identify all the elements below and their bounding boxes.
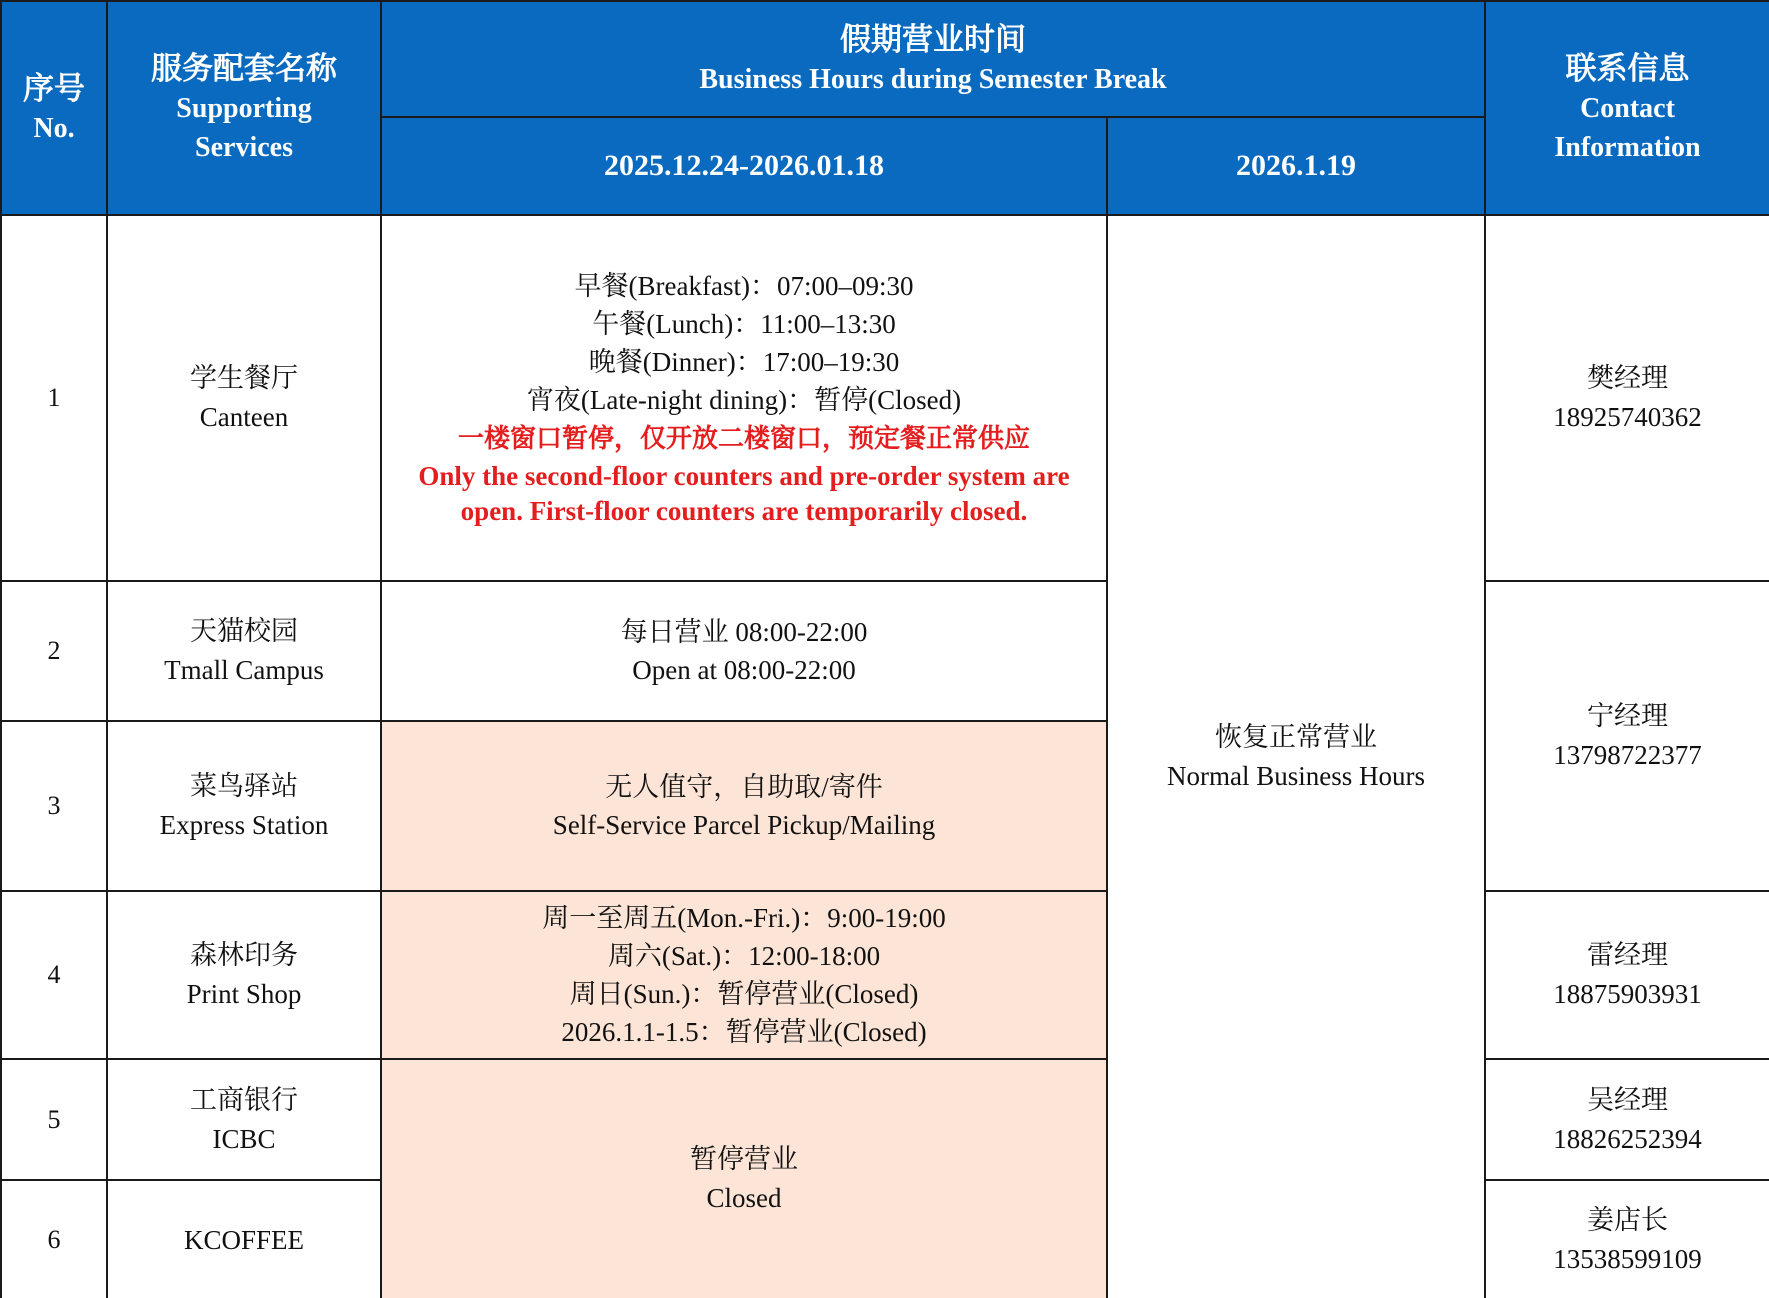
table-row xyxy=(1,1059,1769,1180)
service-name-zh: 森林印务 xyxy=(190,940,298,971)
service-name-en: Tmall Campus xyxy=(164,655,324,685)
contact-phone: 13798722377 xyxy=(1553,740,1702,770)
contact-phone: 18925740362 xyxy=(1553,402,1702,432)
service-name-cell xyxy=(107,581,381,721)
service-name-cell xyxy=(107,215,381,581)
service-name-en: Print Shop xyxy=(186,979,302,1009)
hours-line: 无人值守，自助取/寄件 xyxy=(605,772,883,802)
hours-line: 早餐(Breakfast)：07:00–09:30 xyxy=(574,271,914,301)
header-no-zh: 序号 xyxy=(23,70,85,107)
normal-hours-cell xyxy=(1107,215,1485,1298)
hours-line: 每日营业 08:00-22:00 xyxy=(620,617,868,647)
hours-line: 周日(Sun.)：暂停营业(Closed) xyxy=(569,979,919,1009)
contact-name: 姜店长 xyxy=(1587,1204,1668,1236)
row-number: 1 xyxy=(1,215,107,581)
service-name-zh: 菜鸟驿站 xyxy=(190,771,298,802)
hours-line: 周一至周五(Mon.-Fri.)：9:00-19:00 xyxy=(542,903,946,933)
header-hours-en: Business Hours during Semester Break xyxy=(699,63,1167,95)
service-name-cell xyxy=(107,721,381,891)
row-number: 4 xyxy=(1,891,107,1059)
header-period-2: 2026.1.19 xyxy=(1107,117,1485,215)
service-name-cell xyxy=(107,1059,381,1180)
service-name-zh: 工商银行 xyxy=(190,1084,298,1116)
service-name-zh: 天猫校园 xyxy=(190,616,298,647)
hours-cell-closed xyxy=(381,1059,1107,1298)
header-service-cell xyxy=(107,1,381,215)
table-row xyxy=(1,215,1769,581)
contact-cell xyxy=(1485,215,1769,581)
service-name-en: Express Station xyxy=(159,810,329,840)
contact-phone: 13538599109 xyxy=(1553,1243,1702,1274)
hours-line: Open at 08:00-22:00 xyxy=(632,655,856,685)
service-name-cell xyxy=(107,891,381,1059)
contact-phone: 18826252394 xyxy=(1553,1123,1702,1154)
contact-cell xyxy=(1485,1180,1769,1298)
contact-name: 樊经理 xyxy=(1587,363,1668,394)
header-contact-zh: 联系信息 xyxy=(1565,51,1690,87)
hours-cell xyxy=(381,721,1107,891)
table-row xyxy=(1,581,1769,721)
header-service-zh: 服务配套名称 xyxy=(151,51,337,87)
header-service-en-1: Supporting xyxy=(176,93,312,124)
row-number: 3 xyxy=(1,721,107,891)
header-hours-cell xyxy=(381,1,1485,117)
notice-zh: 一楼窗口暂停，仅开放二楼窗口，预定餐正常供应 xyxy=(457,424,1030,454)
notice-en: Only the second-floor counters and pre-order system are open. First-floor counters are temporarily closed. xyxy=(418,461,1070,526)
service-name-en: KCOFFEE xyxy=(183,1224,305,1255)
contact-name: 吴经理 xyxy=(1587,1084,1668,1116)
closed-en: Closed xyxy=(706,1183,782,1213)
hours-line: 2026.1.1-1.5：暂停营业(Closed) xyxy=(561,1017,927,1047)
service-name-cell xyxy=(107,1180,381,1298)
header-contact-en-1: Contact xyxy=(1580,93,1675,124)
hours-line: Self-Service Parcel Pickup/Mailing xyxy=(552,810,936,840)
header-hours-zh: 假期营业时间 xyxy=(840,21,1026,58)
hours-line: 宵夜(Late-night dining)：暂停(Closed) xyxy=(526,385,962,415)
service-name-en: Canteen xyxy=(199,402,289,432)
hours-line: 午餐(Lunch)：11:00–13:30 xyxy=(592,309,896,339)
hours-cell xyxy=(381,581,1107,721)
header-contact-cell xyxy=(1485,1,1769,215)
hours-cell xyxy=(381,215,1107,581)
closed-zh: 暂停营业 xyxy=(690,1144,798,1175)
header-no-en: No. xyxy=(33,112,75,144)
row-number: 2 xyxy=(1,581,107,721)
header-service-en-2: Services xyxy=(195,132,293,163)
contact-name: 雷经理 xyxy=(1587,940,1668,971)
row-number: 6 xyxy=(1,1180,107,1298)
hours-line: 周六(Sat.)：12:00-18:00 xyxy=(607,941,881,971)
header-period-1: 2025.12.24-2026.01.18 xyxy=(381,117,1107,215)
contact-cell xyxy=(1485,1059,1769,1180)
header-no-cell xyxy=(1,1,107,215)
header-contact-en-2: Information xyxy=(1554,132,1701,163)
contact-phone: 18875903931 xyxy=(1553,979,1702,1009)
normal-hours-en: Normal Business Hours xyxy=(1167,761,1425,791)
normal-hours-zh: 恢复正常营业 xyxy=(1215,722,1377,753)
contact-cell xyxy=(1485,581,1769,891)
contact-name: 宁经理 xyxy=(1587,701,1668,732)
header-row-main xyxy=(1,1,1769,117)
hours-cell xyxy=(381,891,1107,1059)
service-name-en: ICBC xyxy=(212,1123,276,1154)
row-number: 5 xyxy=(1,1059,107,1180)
table-row xyxy=(1,891,1769,1059)
service-name-zh: 学生餐厅 xyxy=(190,363,298,394)
hours-line: 晚餐(Dinner)：17:00–19:30 xyxy=(588,347,900,377)
contact-cell xyxy=(1485,891,1769,1059)
